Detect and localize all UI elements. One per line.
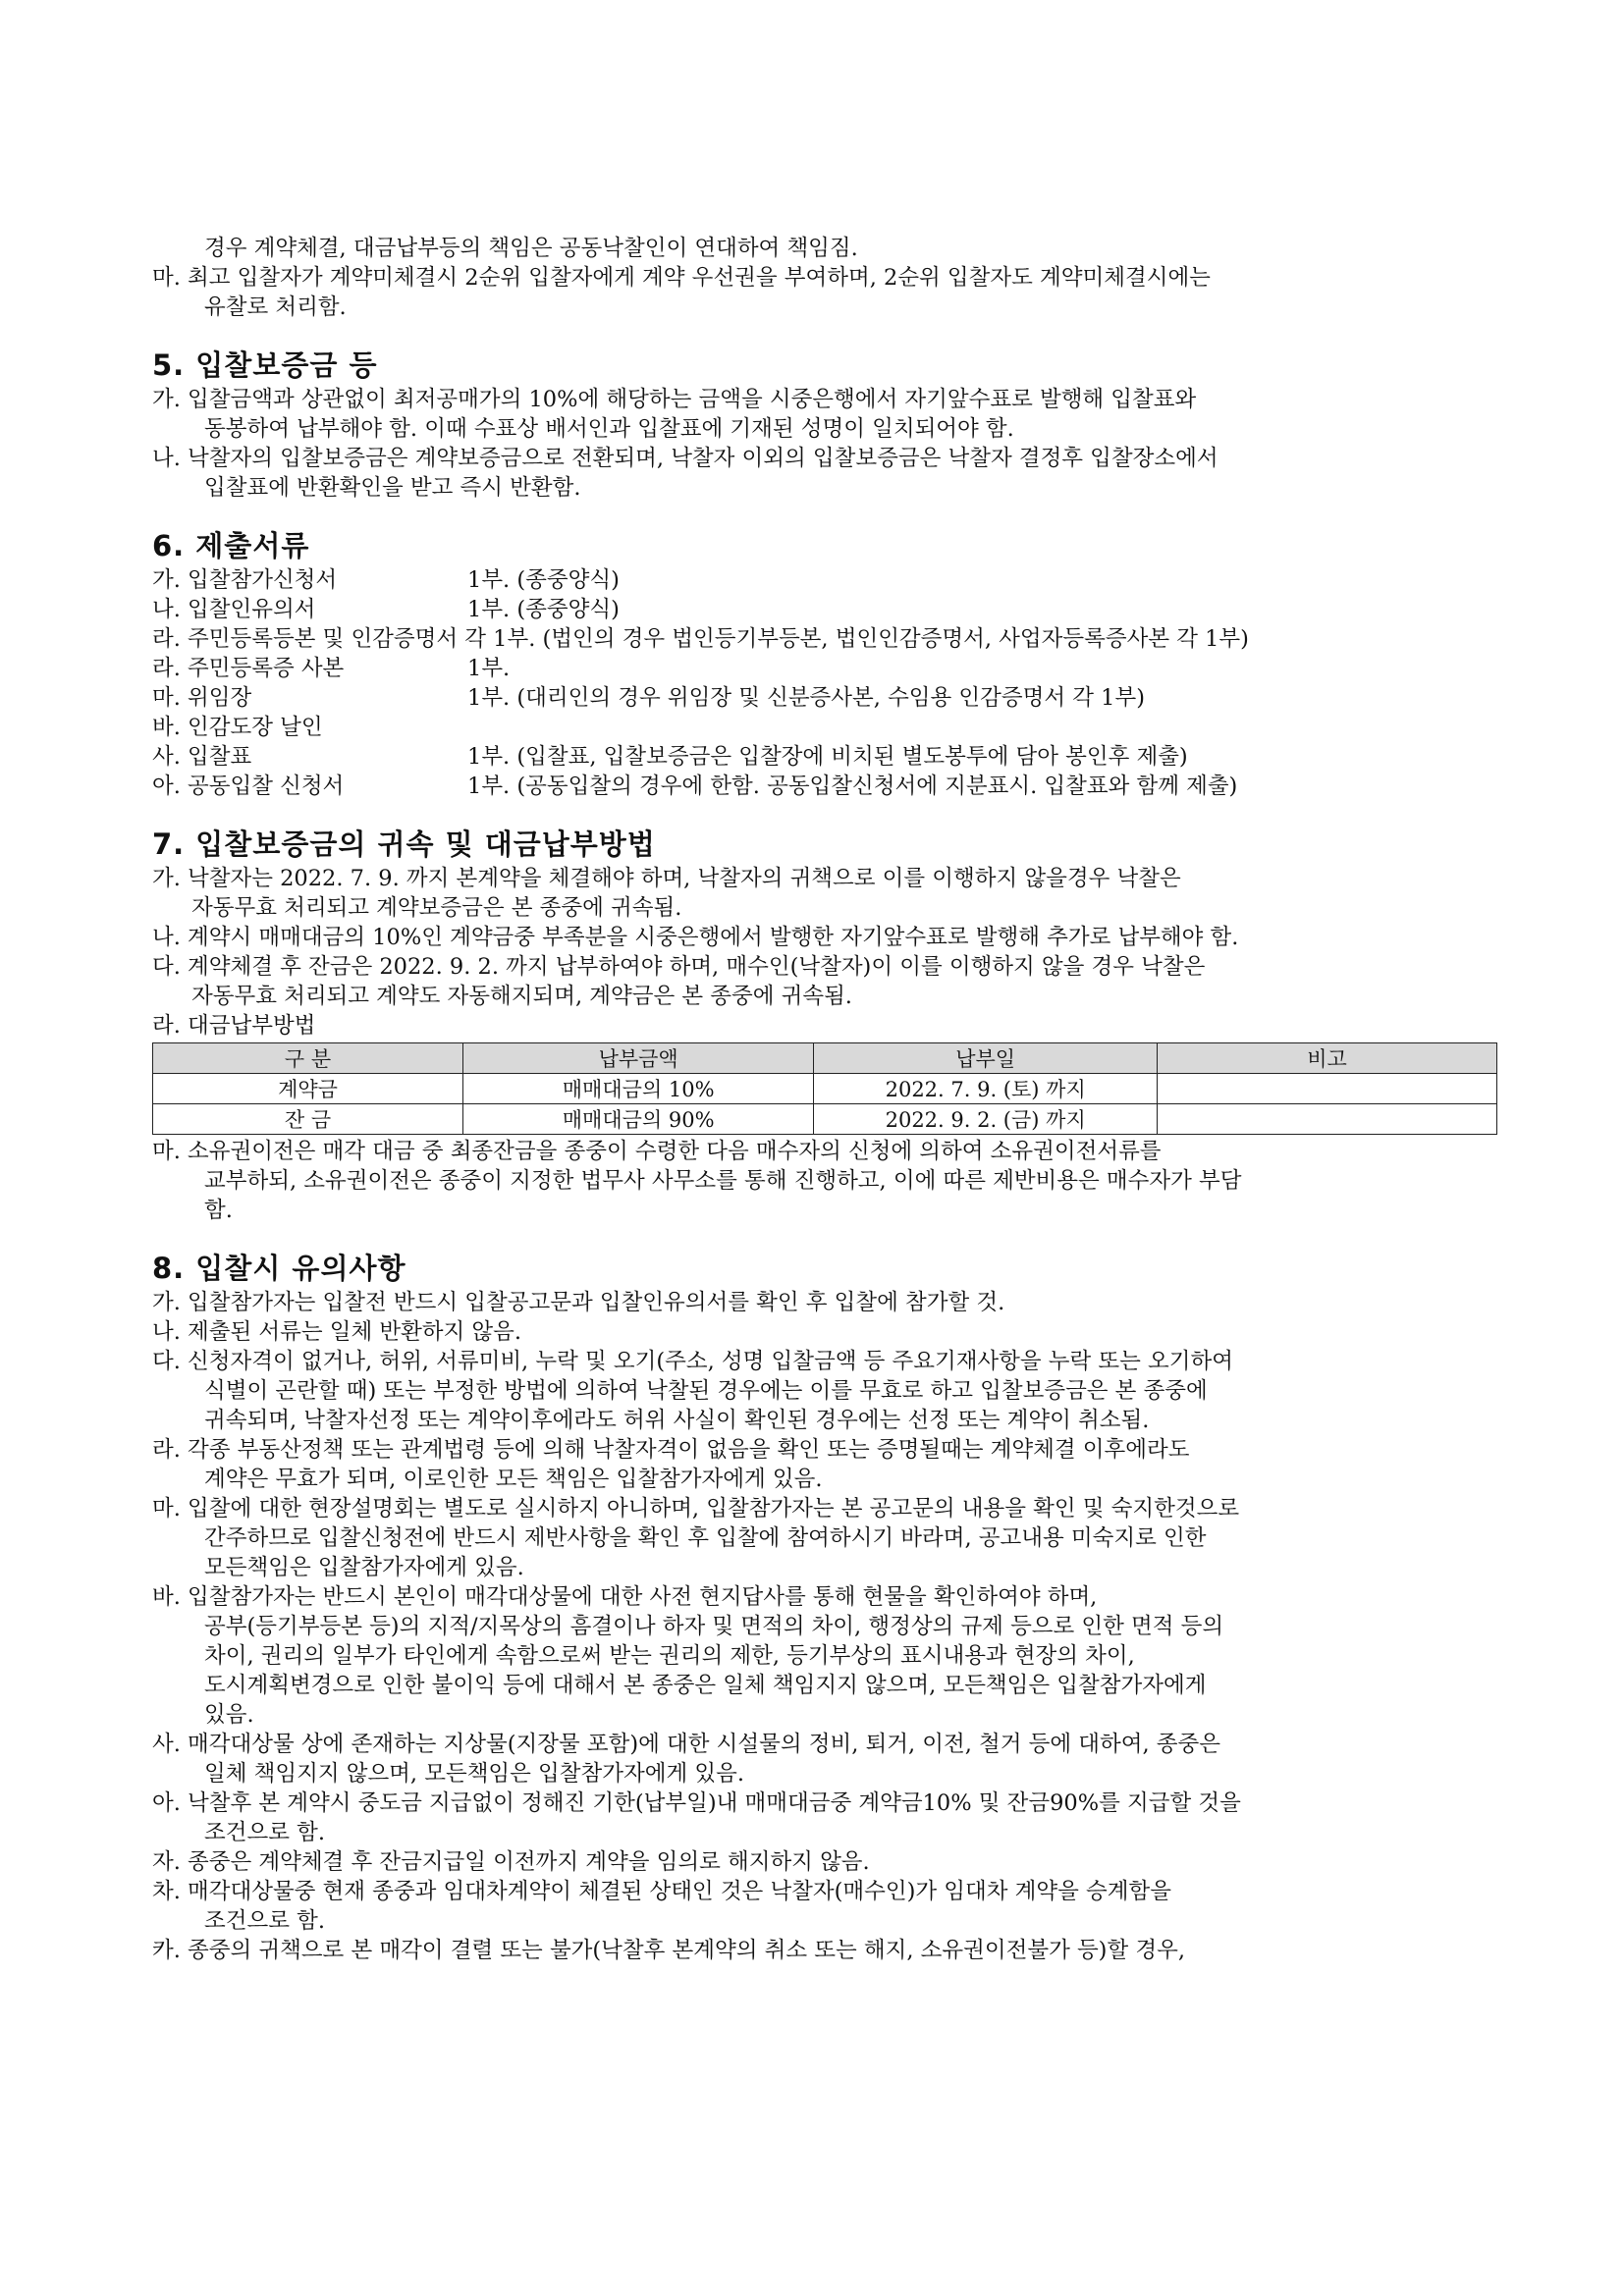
section8-item-ka (152, 1936, 1507, 1965)
section4-item-ma (152, 263, 1507, 293)
section8-item-cha-continuation: 조건으로 함. (204, 1908, 325, 1934)
section8-item-ma (152, 1494, 1507, 1523)
item-marker: 나. (152, 446, 181, 471)
item-marker: 카. (152, 1938, 181, 1963)
item-marker: 나. (152, 1319, 181, 1345)
section7-item-da (152, 952, 1507, 982)
section8-item-cha (152, 1877, 1507, 1906)
section5-item-ga-continuation: 동봉하여 납부해야 함. 이때 수표상 배서인과 입찰표에 기재된 성명이 일치되어야 함. (204, 416, 1014, 442)
section6-item-a (152, 772, 1507, 801)
item-text: 낙찰후 본 계약시 중도금 지급없이 정해진 기한(납부일)내 매매대금중 계약금10% 및 잔금90%를 지급할 것을 (188, 1790, 1241, 1816)
item-text: 입찰금액과 상관없이 최저공매가의 10%에 해당하는 금액을 시중은행에서 자기앞수표로 발행해 입찰표와 (188, 387, 1197, 412)
item-marker: 바. (152, 1584, 181, 1610)
section8-item-na (152, 1317, 1507, 1347)
section6-item-ga (152, 565, 1507, 595)
section8-item-a-continuation: 조건으로 함. (204, 1820, 325, 1845)
section7-heading: 7. 입찰보증금의 귀속 및 대금납부방법 (152, 828, 656, 861)
table-cell: 잔 금 (153, 1104, 463, 1135)
item-marker: 라. (152, 626, 181, 652)
section7-item-na (152, 923, 1507, 952)
section8-item-ja (152, 1847, 1507, 1877)
item-marker: 나. (152, 925, 181, 950)
item-marker: 마. (152, 265, 181, 291)
item-text: 최고 입찰자가 계약미체결시 2순위 입찰자에게 계약 우선권을 부여하며, 2순위 입찰자도 계약미체결시에는 (188, 265, 1211, 291)
item-marker: 차. (152, 1879, 181, 1904)
table-header-row (153, 1043, 1497, 1074)
item-text: 계약시 매매대금의 10%인 계약금중 부족분을 시중은행에서 발행한 자기앞수표로 발행해 추가로 납부해야 함. (188, 925, 1239, 950)
item-text: 입찰참가자는 입찰전 반드시 입찰공고문과 입찰인유의서를 확인 후 입찰에 참가할 것. (188, 1290, 1005, 1315)
document-label: 입찰표 (188, 744, 252, 770)
section8-item-sa-continuation: 일체 책임지지 않으며, 모든책임은 입찰참가자에게 있음. (204, 1761, 744, 1787)
item-text: 대금납부방법 (188, 1013, 316, 1039)
section6-item-ba (152, 713, 1507, 742)
section5-item-ga (152, 385, 1507, 414)
section7-item-ga-continuation: 자동무효 처리되고 계약보증금은 본 종중에 귀속됨. (191, 895, 682, 921)
table-cell: 계약금 (153, 1074, 463, 1104)
item-marker: 사. (152, 744, 181, 770)
section8-item-ma-continuation: 간주하므로 입찰신청전에 반드시 제반사항을 확인 후 입찰에 참여하시기 바라며, 공고내용 미숙지로 인한 (204, 1525, 1207, 1551)
item-marker: 나. (152, 597, 181, 622)
section8-item-ga (152, 1288, 1507, 1317)
document-quantity: 1부. (종중양식) (467, 597, 620, 622)
section4-item-ma-continuation: 유찰로 처리함. (204, 294, 347, 320)
item-marker: 라. (152, 1013, 181, 1039)
item-marker: 라. (152, 656, 181, 681)
section8-item-da-continuation: 식별이 곤란할 때) 또는 부정한 방법에 의하여 낙찰된 경우에는 이를 무효로 하고 입찰보증금은 본 종중에 (204, 1378, 1208, 1404)
item-marker: 다. (152, 954, 181, 980)
section8-item-ba-continuation: 공부(등기부등본 등)의 지적/지목상의 흠결이나 하자 및 면적의 차이, 행정상의 규제 등으로 인한 면적 등의 (204, 1614, 1224, 1639)
item-text: 매각대상물 상에 존재하는 지상물(지장물 포함)에 대한 시설물의 정비, 퇴거, 이전, 철거 등에 대하여, 종중은 (188, 1732, 1221, 1757)
section8-item-da (152, 1347, 1507, 1376)
item-text: 제출된 서류는 일체 반환하지 않음. (188, 1319, 522, 1345)
item-marker: 가. (152, 866, 181, 891)
table-cell (1158, 1104, 1497, 1135)
section8-item-a (152, 1789, 1507, 1818)
section5-item-na-continuation: 입찰표에 반환확인을 받고 즉시 반환함. (204, 475, 581, 501)
item-text: 종중은 계약체결 후 잔금지급일 이전까지 계약을 임의로 해지하지 않음. (188, 1849, 870, 1875)
item-marker: 마. (152, 1139, 181, 1164)
section8-item-ba-continuation: 도시계획변경으로 인한 불이익 등에 대해서 본 종중은 일체 책임지지 않으며, 모든책임은 입찰참가자에게 (204, 1673, 1207, 1698)
section8-items (152, 1288, 1507, 1965)
item-text: 낙찰자는 2022. 7. 9. 까지 본계약을 체결해야 하며, 낙찰자의 귀책으로 이를 이행하지 않을경우 낙찰은 (188, 866, 1181, 891)
section8-item-sa (152, 1730, 1507, 1759)
section6-heading: 6. 제출서류 (152, 529, 310, 562)
table-cell: 2022. 7. 9. (토) 까지 (814, 1074, 1158, 1104)
section8-item-da-continuation: 귀속되며, 낙찰자선정 또는 계약이후에라도 허위 사실이 확인된 경우에는 선정 또는 계약이 취소됨. (204, 1408, 1150, 1433)
item-marker: 다. (152, 1349, 181, 1374)
table-row (153, 1104, 1497, 1135)
document-label: 위임장 (188, 685, 252, 711)
item-text: 종중의 귀책으로 본 매각이 결렬 또는 불가(낙찰후 본계약의 취소 또는 해지, 소유권이전불가 등)할 경우, (188, 1938, 1185, 1963)
section8-item-ra (152, 1435, 1507, 1465)
section5-heading: 5. 입찰보증금 등 (152, 348, 378, 382)
item-text: 계약체결 후 잔금은 2022. 9. 2. 까지 납부하여야 하며, 매수인(낙찰자)이 이를 이행하지 않을 경우 낙찰은 (188, 954, 1206, 980)
item-marker: 마. (152, 1496, 181, 1522)
section6-item-sa (152, 742, 1507, 772)
table-row (153, 1074, 1497, 1104)
item-text: 매각대상물중 현재 종중과 임대차계약이 체결된 상태인 것은 낙찰자(매수인)가 임대차 계약을 승계함을 (188, 1879, 1171, 1904)
item-marker: 가. (152, 567, 181, 593)
table-header-cell: 비고 (1158, 1043, 1497, 1074)
section6-item-ra-1 (152, 624, 1507, 654)
table-header-cell: 납부금액 (463, 1043, 814, 1074)
item-marker: 가. (152, 387, 181, 412)
document-body (152, 234, 1507, 1965)
item-marker: 가. (152, 1290, 181, 1315)
section7-item-ma-continuation: 교부하되, 소유권이전은 종중이 지정한 법무사 사무소를 통해 진행하고, 이에 따른 제반비용은 매수자가 부담 (204, 1168, 1242, 1194)
item-text: 신청자격이 없거나, 허위, 서류미비, 누락 및 오기(주소, 성명 입찰금액 등 주요기재사항을 누락 또는 오기하여 (188, 1349, 1233, 1374)
document-label: 주민등록증 사본 (188, 656, 345, 681)
section4-continuation-line: 경우 계약체결, 대금납부등의 책임은 공동낙찰인이 연대하여 책임짐. (204, 236, 858, 261)
section7-item-ra (152, 1011, 1507, 1041)
item-marker: 자. (152, 1849, 181, 1875)
section8-heading: 8. 입찰시 유의사항 (152, 1252, 406, 1285)
item-text: 주민등록등본 및 인감증명서 각 1부. (법인의 경우 법인등기부등본, 법인인감증명서, 사업자등록증사본 각 1부) (188, 626, 1249, 652)
section6-item-ra-2 (152, 654, 1507, 683)
document-label: 입찰인유의서 (188, 597, 316, 622)
table-cell: 매매대금의 10% (463, 1074, 814, 1104)
payment-method-table (152, 1042, 1497, 1135)
section6-item-ma (152, 683, 1507, 713)
document-label: 입찰참가신청서 (188, 567, 338, 593)
section8-item-ba (152, 1582, 1507, 1612)
table-header-cell: 구 분 (153, 1043, 463, 1074)
item-marker: 아. (152, 1790, 181, 1816)
section6-item-na (152, 595, 1507, 624)
item-text: 각종 부동산정책 또는 관계법령 등에 의해 낙찰자격이 없음을 확인 또는 증명될때는 계약체결 이후에라도 (188, 1437, 1190, 1463)
document-quantity: 1부. (대리인의 경우 위임장 및 신분증사본, 수임용 인감증명서 각 1부) (467, 685, 1145, 711)
item-text: 입찰참가자는 반드시 본인이 매각대상물에 대한 사전 현지답사를 통해 현물을 확인하여야 하며, (188, 1584, 1098, 1610)
item-text: 낙찰자의 입찰보증금은 계약보증금으로 전환되며, 낙찰자 이외의 입찰보증금은 낙찰자 결정후 입찰장소에서 (188, 446, 1218, 471)
document-quantity: 1부. (공동입찰의 경우에 한함. 공동입찰신청서에 지분표시. 입찰표와 함께 제출) (467, 774, 1238, 799)
document-label: 공동입찰 신청서 (188, 774, 345, 799)
table-cell (1158, 1074, 1497, 1104)
table-header-cell: 납부일 (814, 1043, 1158, 1074)
section7-item-da-continuation: 자동무효 처리되고 계약도 자동해지되며, 계약금은 본 종중에 귀속됨. (191, 984, 852, 1009)
item-marker: 라. (152, 1437, 181, 1463)
section8-item-ra-continuation: 계약은 무효가 되며, 이로인한 모든 책임은 입찰참가자에게 있음. (204, 1467, 823, 1492)
item-text: 소유권이전은 매각 대금 중 최종잔금을 종중이 수령한 다음 매수자의 신청에 의하여 소유권이전서류를 (188, 1139, 1162, 1164)
item-marker: 바. (152, 715, 181, 740)
item-marker: 사. (152, 1732, 181, 1757)
section7-item-ma-continuation: 함. (204, 1198, 233, 1223)
document-quantity: 1부. (입찰표, 입찰보증금은 입찰장에 비치된 별도봉투에 담아 봉인후 제출) (467, 744, 1188, 770)
document-quantity: 1부. (종중양식) (467, 567, 620, 593)
document-label: 인감도장 날인 (188, 715, 323, 740)
table-cell: 매매대금의 90% (463, 1104, 814, 1135)
section7-item-ma (152, 1137, 1507, 1166)
item-marker: 아. (152, 774, 181, 799)
section7-item-ga (152, 864, 1507, 893)
section5-item-na (152, 444, 1507, 473)
section8-item-ba-continuation: 있음. (204, 1702, 254, 1728)
table-cell: 2022. 9. 2. (금) 까지 (814, 1104, 1158, 1135)
document-quantity: 1부. (467, 656, 511, 681)
item-marker: 마. (152, 685, 181, 711)
item-text: 입찰에 대한 현장설명회는 별도로 실시하지 아니하며, 입찰참가자는 본 공고문의 내용을 확인 및 숙지한것으로 (188, 1496, 1240, 1522)
section8-item-ma-continuation: 모든책임은 입찰참가자에게 있음. (204, 1555, 524, 1580)
section8-item-ba-continuation: 차이, 권리의 일부가 타인에게 속함으로써 받는 권리의 제한, 등기부상의 표시내용과 현장의 차이, (204, 1643, 1135, 1669)
